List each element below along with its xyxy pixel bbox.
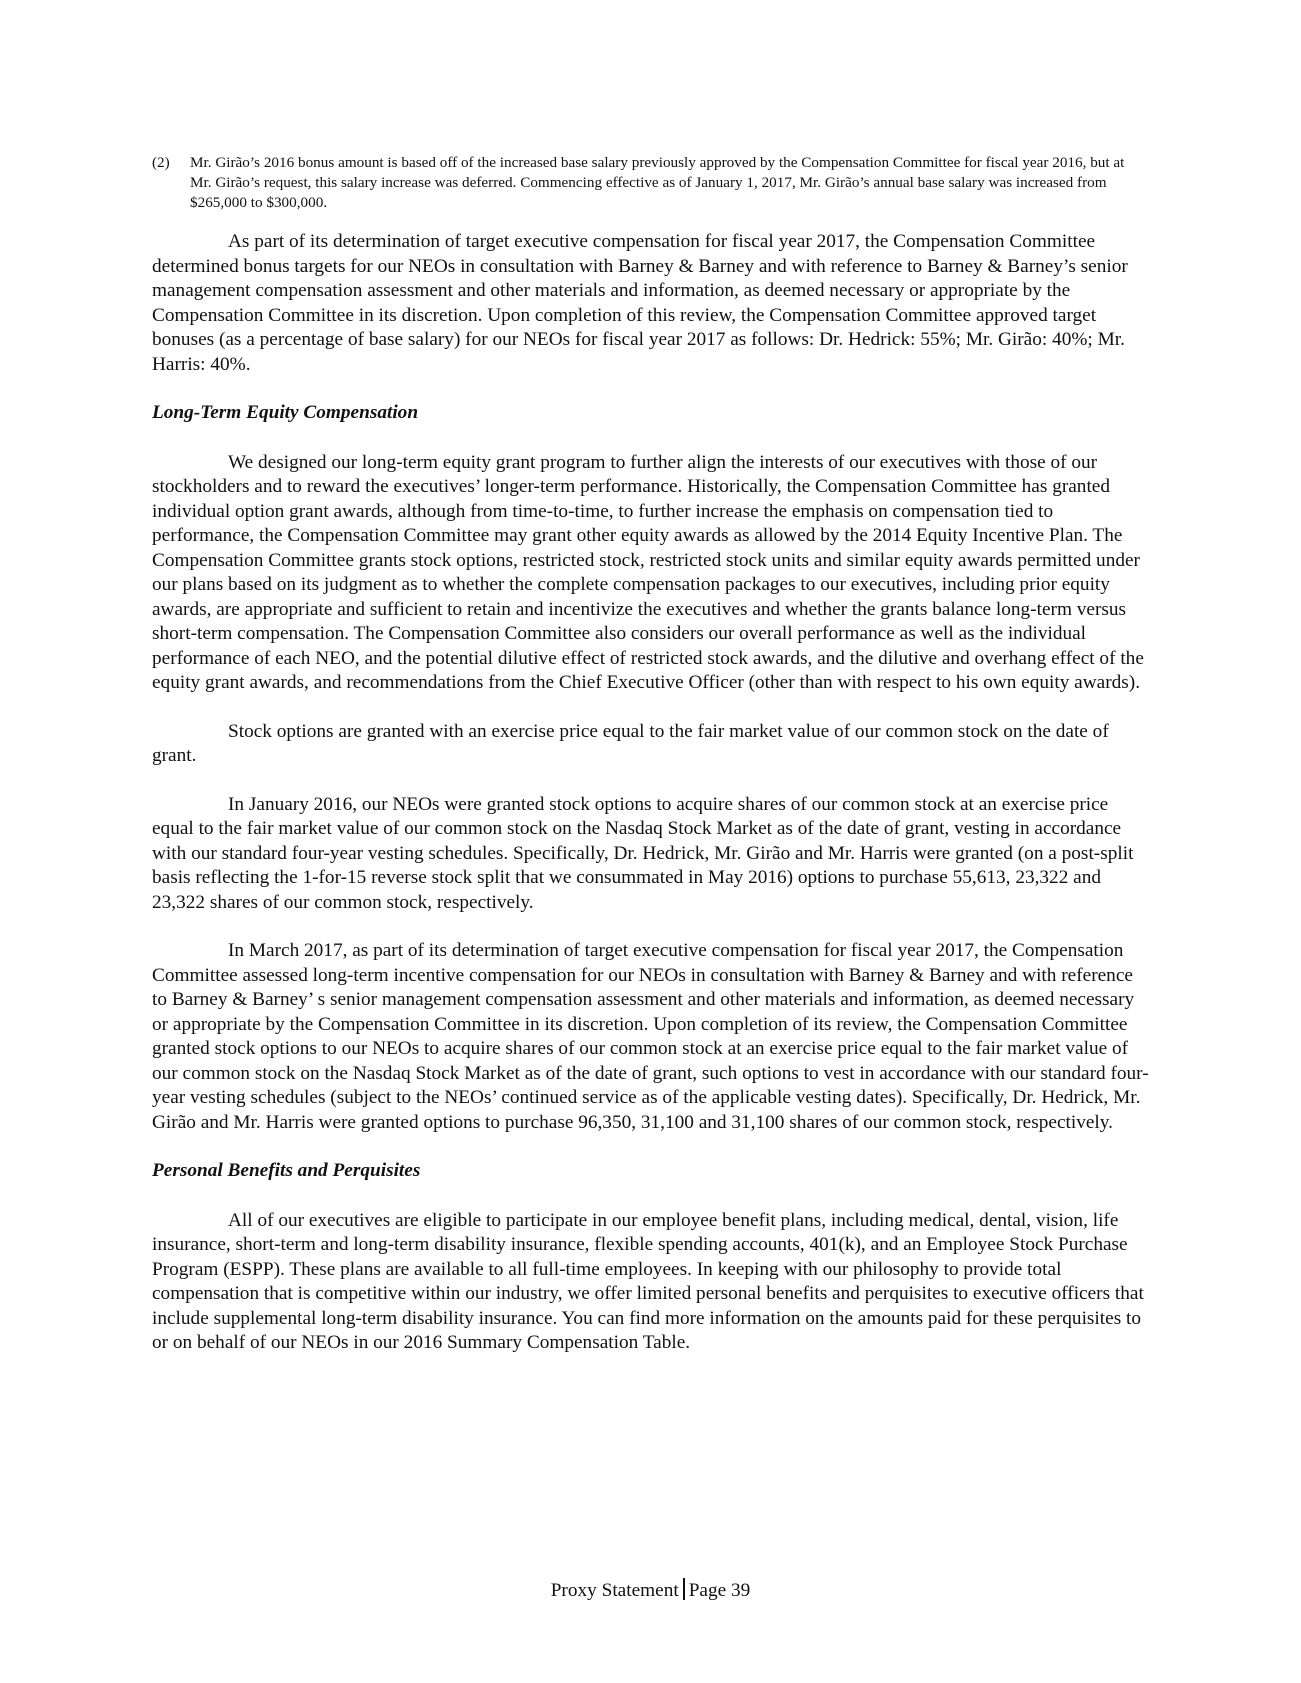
footer-page-number: Page 39 <box>688 1580 751 1601</box>
paragraph-benefits: All of our executives are eligible to participate in our employee benefit plans, including medical, dental, vision, life insurance, short-term and long-term disability insurance, flexible spending accounts, 401(k), and an Employee Stock Purchase Program (ESPP). These plans are available to all full-time employees. In keeping with our philosophy to provide total compensation that is competitive within our industry, we offer limited personal benefits and perquisites to executive officers that include supplemental long-term disability insurance. You can find more information on the amounts paid for these perquisites to or on behalf of our NEOs in our 2016 Summary Compensation Table. <box>152 1209 1144 1353</box>
footnote-text: Mr. Girão’s 2016 bonus amount is based off of the increased base salary previously approved by the Compensation Committee for fiscal year 2016, but at Mr. Girão’s request, this salary increase was deferred. Commencing effective as of January 1, 2017, Mr. Girão’s annual base salary was increased from $265,000 to $300,000. <box>190 154 1125 211</box>
paragraph-march-2017-grants: In March 2017, as part of its determination of target executive compensation for fiscal year 2017, the Compensation Committee assessed long-term incentive compensation for our NEOs in consultation with Barney & Barney and with reference to Barney & Barney’ s senior management compensation assessment and other materials and information, as deemed necessary or appropriate by the Compensation Committee in its discretion. Upon completion of its review, the Compensation Committee granted stock options to our NEOs to acquire shares of our common stock at an exercise price equal to the fair market value of our common stock on the Nasdaq Stock Market as of the date of grant, such options to vest in accordance with our standard four-year vesting schedules (subject to the NEOs’ continued service as of the applicable vesting dates). Specifically, Dr. Hedrick, Mr. Girão and Mr. Harris were granted options to purchase 96,350, 31,100 and 31,100 shares of our common stock, respectively. <box>152 940 1149 1133</box>
body-text <box>152 230 1152 1380</box>
footer-document-name: Proxy Statement <box>550 1580 679 1601</box>
heading-personal-benefits: Personal Benefits and Perquisites <box>152 1160 421 1181</box>
paragraph-january-2016-grants: In January 2016, our NEOs were granted stock options to acquire shares of our common stock at an exercise price equal to the fair market value of our common stock on the Nasdaq Stock Market as of the date of grant, vesting in accordance with our standard four-year vesting schedules. Specifically, Dr. Hedrick, Mr. Girão and Mr. Harris were granted (on a post-split basis reflecting the 1-for-15 reverse stock split that we consummated in May 2016) options to purchase 55,613, 23,322 and 23,322 shares of our common stock, respectively. <box>152 793 1134 913</box>
footnote <box>152 153 1142 213</box>
heading-long-term-equity: Long-Term Equity Compensation <box>152 402 419 423</box>
footnote-marker: (2) <box>152 154 170 171</box>
paragraph-bonus-targets: As part of its determination of target executive compensation for fiscal year 2017, the Compensation Committee determined bonus targets for our NEOs in consultation with Barney & Barney and with reference to Barney & Barney’s senior management compensation assessment and other materials and information, as deemed necessary or appropriate by the Compensation Committee in its discretion. Upon completion of this review, the Compensation Committee approved target bonuses (as a percentage of base salary) for our NEOs for fiscal year 2017 as follows: Dr. Hedrick: 55%; Mr. Girão: 40%; Mr. Harris: 40%. <box>152 231 1128 375</box>
paragraph-exercise-price: Stock options are granted with an exercise price equal to the fair market value of our common stock on the date of grant. <box>152 720 1109 766</box>
paragraph-equity-program: We designed our long-term equity grant program to further align the interests of our executives with those of our stockholders and to reward the executives’ longer-term performance. Historically, the Compensation Committee has granted individual option grant awards, although from time-to-time, to further increase the emphasis on compensation tied to performance, the Compensation Committee may grant other equity awards as allowed by the 2014 Equity Incentive Plan. The Compensation Committee grants stock options, restricted stock, restricted stock units and similar equity awards permitted under our plans based on its judgment as to whether the complete compensation packages to our executives, including prior equity awards, are appropriate and sufficient to retain and incentivize the executives and whether the grants balance long-term versus short-term compensation. The Compensation Committee also considers our overall performance as well as the individual performance of each NEO, and the potential dilutive effect of restricted stock awards, and the dilutive and overhang effect of the equity grant awards, and recommendations from the Chief Executive Officer (other than with respect to his own equity awards). <box>152 451 1144 693</box>
footer-separator <box>683 1578 685 1600</box>
page-footer <box>0 1578 1301 1603</box>
